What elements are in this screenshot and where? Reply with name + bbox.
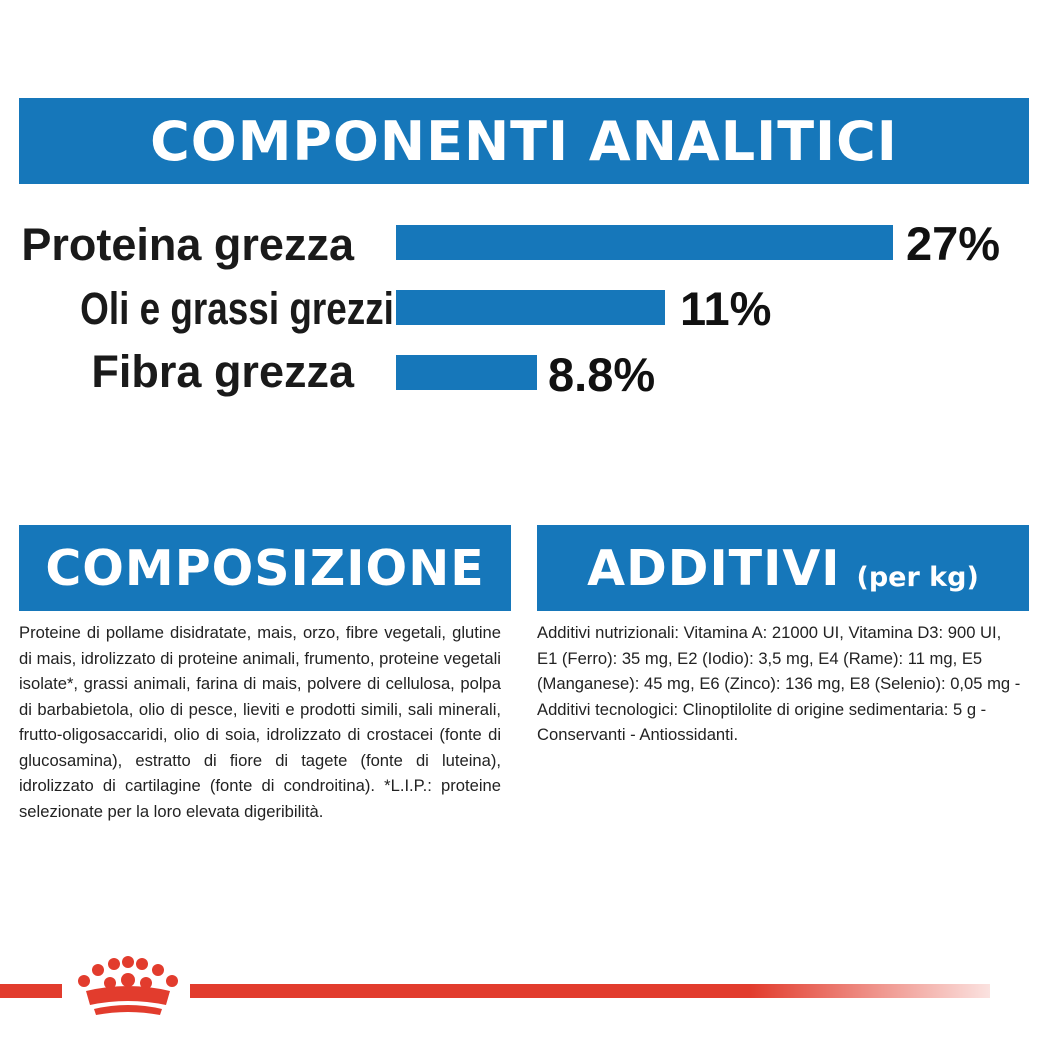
- value-fats: 11%: [680, 282, 772, 335]
- bar-protein: [396, 225, 893, 260]
- footer-line-left: [0, 984, 62, 998]
- bar-fiber: [396, 355, 537, 390]
- composition-banner: [19, 525, 511, 611]
- additives-banner: [537, 525, 1029, 611]
- analytical-components-title: COMPONENTI ANALITICI: [150, 109, 898, 173]
- additives-title: ADDITIVI: [587, 539, 841, 597]
- analytical-components-banner: [19, 98, 1029, 184]
- additives-text: Additivi nutrizionali: Vitamina A: 21000 UI, Vitamina D3: 900 UI, E1 (Ferro): 35 mg, E2 (Iodio): 3,5 mg, E4 (Rame): 11 mg, E5 (Manganese): 45 mg, E6 (Zinco): 136 mg, E8 (Selenio): 0,05 mg - Additivi tecnologici: Clinoptilolite di origine sedimentaria: 5 g - Conservanti - Antiossidanti.: [537, 623, 1021, 744]
- value-protein: 27%: [906, 217, 1001, 270]
- row-label-protein: Proteina grezza: [21, 219, 354, 270]
- composition-text: Proteine di pollame disidratate, mais, orzo, fibre vegetali, glutine di mais, idrolizzato di proteine animali, frumento, proteine vegetali isolate*, grassi animali, farina di mais, polvere di cellulosa, polpa di barbabietola, olio di pesce, lieviti e prodotti simili, sali minerali, frutto-oligosaccaridi, olio di soia, idrolizzato di crostacei (fonte di glucosamina), estratto di fiore di tagete (fonte di luteina), idrolizzato di cartilagine (fonte di condroitina). *L.I.P.: proteine selezionate per la loro elevata digeribilità.: [19, 623, 501, 821]
- row-label-fiber: Fibra grezza: [91, 346, 354, 397]
- bar-fats: [396, 290, 665, 325]
- additives-title-suffix: (per kg): [856, 561, 979, 593]
- footer-line-right: [190, 984, 990, 998]
- composition-title: COMPOSIZIONE: [45, 539, 485, 597]
- value-fiber: 8.8%: [548, 348, 656, 401]
- royal-crown-icon: [70, 955, 186, 1021]
- row-label-fats: Oli e grassi grezzi: [80, 283, 394, 334]
